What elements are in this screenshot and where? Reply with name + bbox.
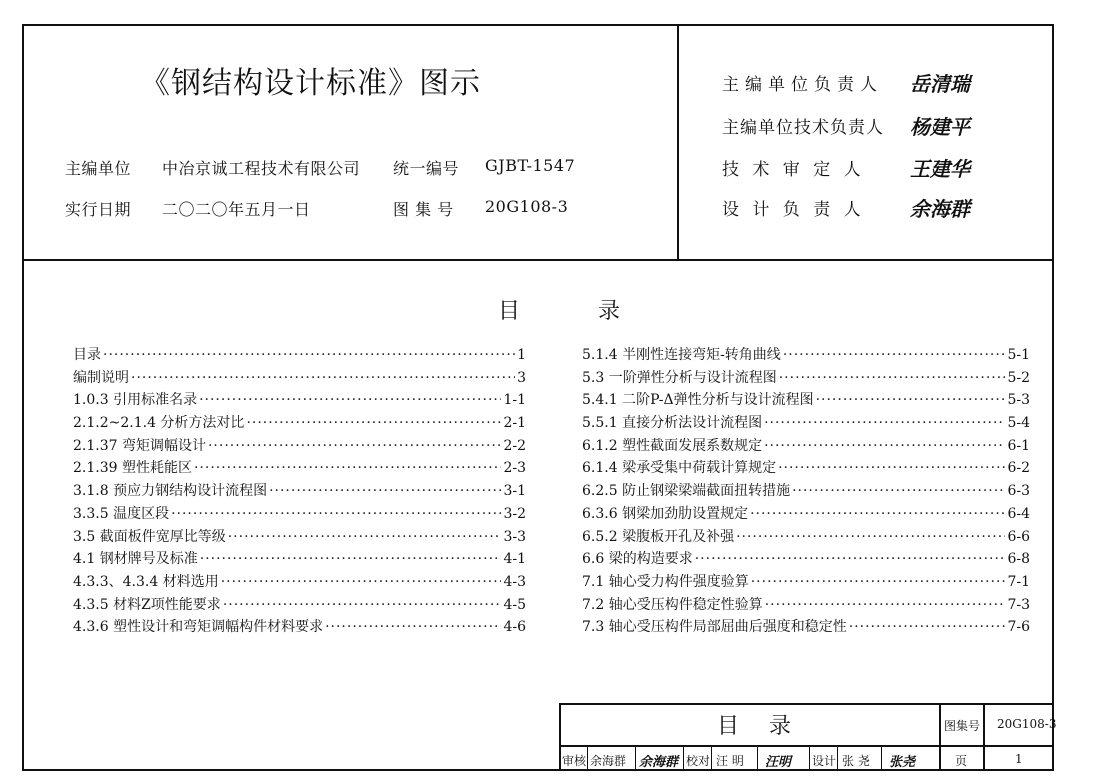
title-block (559, 703, 1057, 771)
toc-entry[interactable] (582, 412, 1030, 435)
toc-entry-page: 3-1 (503, 483, 526, 500)
toc-entry-page: 5-1 (1007, 347, 1030, 363)
toc-entry-title: 6.2.5 防止钢梁梁端截面扭转措施 (582, 483, 791, 500)
tb-design-signature: 张尧 (889, 755, 916, 770)
editor-unit-value: 中冶京诚工程技术有限公司 (162, 159, 361, 178)
toc-entry-title: 6.6 梁的构造要求 (582, 551, 693, 568)
toc-entry-page: 7-1 (1007, 573, 1030, 590)
responsible-row (722, 70, 892, 95)
toc-leader (778, 460, 1005, 476)
signature-image: 余海群 (910, 197, 970, 221)
tb-rule (559, 703, 1054, 705)
responsible-row (722, 113, 892, 138)
tb-rule (809, 745, 810, 771)
toc-entry[interactable] (73, 526, 526, 549)
toc-leader (199, 392, 501, 408)
toc-leader (246, 415, 501, 431)
toc-entry-title: 5.1.4 半刚性连接弯矩-转角曲线 (582, 347, 781, 363)
toc-entry-page: 7-6 (1007, 619, 1030, 636)
header-vertical-divider (677, 24, 679, 261)
toc-entry-page: 1-1 (503, 392, 526, 409)
unified-code-label: 统一编号 (393, 159, 460, 178)
toc-entry-page: 6-4 (1007, 505, 1030, 522)
toc-leader (194, 460, 501, 476)
tb-rule (587, 745, 588, 771)
signature-image: 王建华 (910, 157, 970, 181)
toc-leader (131, 370, 515, 386)
tb-page-value: 1 (1015, 752, 1023, 766)
toc-leader (751, 574, 1006, 590)
toc-entry-title: 2.1.39 塑性耗能区 (73, 460, 192, 477)
toc-leader (208, 438, 501, 454)
responsible-role: 主编单位技术负责人 (722, 118, 884, 138)
responsible-role: 主编单位负责人 (722, 75, 883, 95)
toc-entry[interactable] (582, 548, 1030, 571)
tb-check-signature: 汪明 (765, 755, 792, 770)
toc-entry-title: 5.4.1 二阶P-Δ弹性分析与设计流程图 (582, 392, 814, 409)
toc-leader (325, 619, 501, 635)
toc-entry-page: 2-2 (503, 437, 526, 454)
tb-rule (711, 745, 712, 771)
tb-rule (837, 745, 838, 771)
toc-entry-title: 6.1.2 塑性截面发展系数规定 (582, 437, 763, 454)
toc-entry-page: 2-3 (503, 460, 526, 477)
toc-leader (750, 506, 1005, 522)
tb-atlas-no-value: 20G108-3 (997, 717, 1057, 731)
toc-entry-page: 5-4 (1007, 415, 1030, 432)
toc-entry-page: 6-3 (1007, 483, 1030, 500)
toc-entry[interactable] (73, 594, 526, 617)
toc-entry[interactable] (582, 571, 1030, 594)
toc-entry-page: 5-3 (1007, 392, 1030, 409)
toc-entry-title: 2.1.37 弯矩调幅设计 (73, 437, 206, 454)
atlas-no-value: 20G108-3 (485, 197, 569, 216)
tb-rule (559, 745, 1054, 747)
tb-check-label: 校对 (686, 754, 711, 768)
tb-rule (559, 703, 561, 771)
responsible-row (722, 195, 892, 220)
toc-entry-title: 7.2 轴心受压构件稳定性验算 (582, 596, 763, 613)
toc-leader (171, 506, 501, 522)
toc-heading (498, 294, 620, 325)
tb-check-name: 汪 明 (716, 754, 744, 768)
toc-entry-title: 4.1 钢材牌号及标准 (73, 551, 198, 568)
toc-entry[interactable] (582, 526, 1030, 549)
toc-entry-title: 5.3 一阶弹性分析与设计流程图 (582, 369, 777, 386)
toc-leader (736, 529, 1005, 545)
toc-entry[interactable] (582, 594, 1030, 617)
toc-entry[interactable] (73, 571, 526, 594)
sheet-title-left: 目 (717, 714, 740, 739)
toc-entry-page: 4-5 (503, 596, 526, 613)
toc-entry[interactable] (73, 435, 526, 458)
toc-leader (783, 347, 1006, 363)
tb-design-name: 张 尧 (842, 754, 870, 768)
toc-entry[interactable] (582, 480, 1030, 503)
toc-entry[interactable] (582, 367, 1030, 390)
toc-leader (221, 574, 502, 590)
header-horizontal-divider (22, 259, 1054, 261)
tb-review-label: 审核 (562, 754, 587, 768)
editor-unit-label: 主编单位 (65, 159, 132, 178)
toc-entry-title: 5.5.1 直接分析法设计流程图 (582, 415, 763, 432)
toc-entry-page: 4-6 (503, 619, 526, 636)
toc-leader (816, 392, 1006, 408)
tb-rule (635, 745, 636, 771)
toc-entry-page: 7-3 (1007, 596, 1030, 613)
responsible-row (722, 155, 892, 180)
toc-entry-title: 3.1.8 预应力钢结构设计流程图 (73, 483, 268, 500)
toc-entry[interactable] (73, 457, 526, 480)
toc-leader (269, 483, 501, 499)
toc-entry-title: 7.1 轴心受力构件强度验算 (582, 573, 749, 590)
toc-entry-title: 1.0.3 引用标准名录 (73, 392, 198, 409)
toc-entry[interactable] (73, 344, 526, 367)
effective-date-value: 二〇二〇年五月一日 (162, 200, 311, 219)
toc-leader (765, 597, 1006, 613)
toc-leader (849, 619, 1006, 635)
tb-review-signature: 余海群 (639, 755, 679, 770)
toc-leader (223, 597, 502, 613)
toc-entry-page: 3-3 (503, 528, 526, 545)
toc-leader (695, 551, 1006, 567)
toc-entry-title: 目录 (73, 347, 101, 363)
toc-leader (792, 483, 1005, 499)
toc-entry-title: 4.3.5 材料Z项性能要求 (73, 596, 221, 613)
toc-entry[interactable] (582, 457, 1030, 480)
toc-entry[interactable] (582, 503, 1030, 526)
toc-entry-page: 6-6 (1007, 528, 1030, 545)
tb-rule (881, 745, 882, 771)
signature-image: 岳清瑞 (910, 72, 970, 96)
toc-entry[interactable] (73, 367, 526, 390)
tb-page-label: 页 (955, 754, 968, 768)
toc-entry[interactable] (73, 548, 526, 571)
toc-leader (200, 551, 502, 567)
toc-entry-page: 6-2 (1007, 460, 1030, 477)
tb-rule (939, 703, 941, 771)
toc-entry-page: 4-1 (503, 551, 526, 568)
toc-entry[interactable] (582, 616, 1030, 639)
toc-entry-page: 2-1 (503, 415, 526, 432)
toc-entry-page: 6-8 (1007, 551, 1030, 568)
tb-rule (757, 745, 758, 771)
toc-entry[interactable] (582, 389, 1030, 412)
document-title: 《钢结构设计标准》图示 (140, 66, 481, 101)
tb-design-label: 设计 (812, 754, 837, 768)
toc-entry-title: 4.3.3、4.3.4 材料选用 (73, 573, 219, 590)
toc-heading-right: 录 (598, 299, 621, 324)
toc-entry-title: 4.3.6 塑性设计和弯矩调幅构件材料要求 (73, 619, 324, 636)
toc-entry[interactable] (73, 480, 526, 503)
toc-entry[interactable] (73, 412, 526, 435)
toc-leader (779, 370, 1006, 386)
toc-entry-title: 6.5.2 梁腹板开孔及补强 (582, 528, 735, 545)
tb-atlas-no-label: 图集号 (944, 719, 981, 733)
signature-image: 杨建平 (910, 115, 970, 139)
toc-entry-title: 编制说明 (73, 369, 129, 386)
unified-code-value: GJBT-1547 (485, 156, 576, 175)
tb-rule (983, 703, 985, 771)
toc-entry-page: 1 (517, 347, 526, 363)
toc-left-column (73, 344, 526, 639)
tb-rule (683, 745, 684, 771)
toc-entry[interactable] (582, 435, 1030, 458)
toc-leader (228, 529, 502, 545)
toc-entry-page: 5-2 (1007, 369, 1030, 386)
toc-entry-title: 6.1.4 梁承受集中荷载计算规定 (582, 460, 777, 477)
toc-entry-title: 3.3.5 温度区段 (73, 505, 170, 522)
atlas-no-label: 图 集 号 (393, 200, 454, 219)
toc-entry-page: 3 (517, 369, 526, 386)
toc-entry-title: 7.3 轴心受压构件局部屈曲后强度和稳定性 (582, 619, 847, 636)
toc-heading-left: 目 (498, 299, 521, 324)
toc-entry-page: 3-2 (503, 505, 526, 522)
toc-entry-title: 3.5 截面板件宽厚比等级 (73, 528, 226, 545)
toc-entry-title: 2.1.2~2.1.4 分析方法对比 (73, 415, 245, 432)
toc-entry-title: 6.3.6 钢梁加劲肋设置规定 (582, 505, 749, 522)
tb-review-name: 余海群 (590, 754, 627, 768)
toc-entry[interactable] (582, 344, 1030, 367)
sheet-title-right: 录 (769, 714, 792, 739)
toc-entry[interactable] (73, 616, 526, 639)
toc-entry-page: 4-3 (503, 573, 526, 590)
toc-entry-page: 6-1 (1007, 437, 1030, 454)
responsible-role: 技 术 审 定 人 (722, 160, 865, 180)
toc-leader (103, 347, 515, 363)
toc-leader (764, 438, 1005, 454)
responsible-role: 设 计 负 责 人 (722, 200, 865, 220)
toc-right-column (582, 344, 1030, 639)
toc-leader (764, 415, 1005, 431)
effective-date-label: 实行日期 (65, 200, 132, 219)
toc-entry[interactable] (73, 503, 526, 526)
toc-entry[interactable] (73, 389, 526, 412)
